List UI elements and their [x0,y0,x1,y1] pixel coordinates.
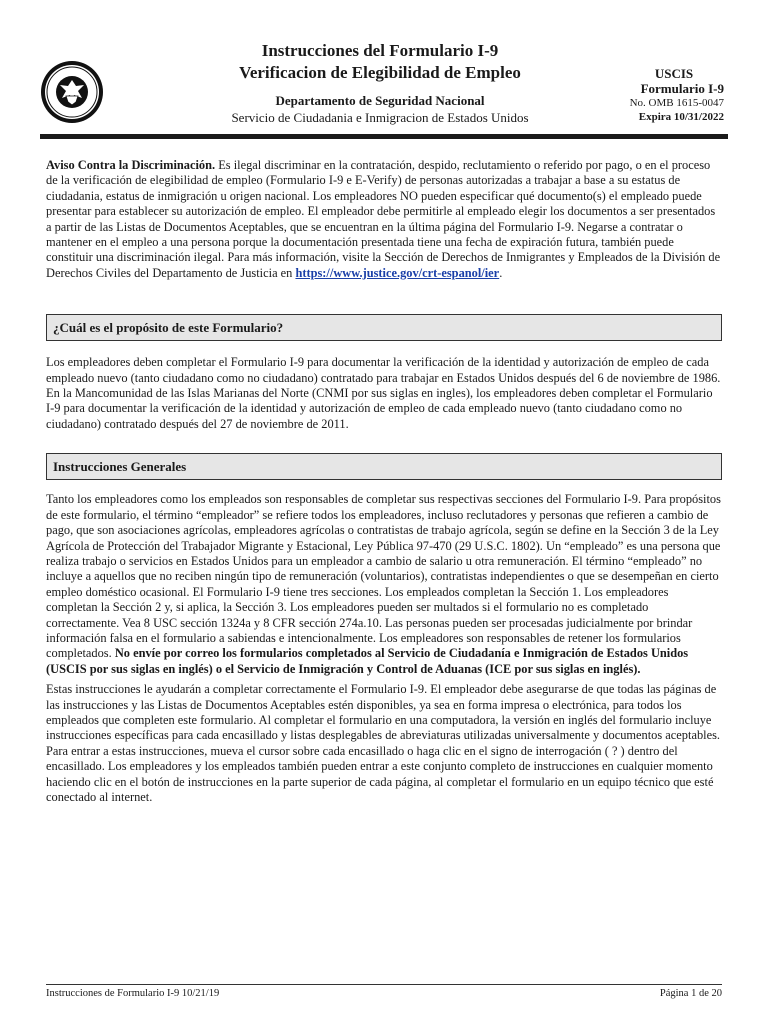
section-heading-general: Instrucciones Generales [46,453,722,480]
service-name: Servicio de Ciudadania e Inmigracion de Estados Unidos [231,110,529,125]
document-body [46,158,722,805]
footer-form-info: Instrucciones de Formulario I-9 10/21/19 [46,988,220,999]
general-paragraph-1 [46,492,722,677]
notice-body: Es ilegal discriminar en la contratación, despido, reclutamiento o referido por pago, o en el proceso de la verificación de elegibilidad de empleo (Formulario I-9 e E-Verify) de personas autorizadas a trabajar a base a su estatus de ciudadania, estatus de inmigración u origen nacional. Los empleadores NO pueden especificar qué documento(s) el empleado puede presentar para establecer su autorización de empleo. El empleador debe permitirle al empleado elegir los documentos a ser presentados a partir de las Listas de Documentos Aceptables, que se encuentran en la última página del Formulario I-9. Negarse a contratar o mantener en el empleo a una persona porque la documentación presentada tiene una fecha de expiración futura, también puede constituir una discriminación ilegal. Para más información, visite la Sección de Derechos de Inmigrantes y Empleados de la División de Derechos Civiles del Departamento de Justicia en [46,158,721,280]
document-subtitle: Verificacion de Elegibilidad de Empleo [239,63,521,82]
justice-link[interactable]: https://www.justice.gov/crt-espanol/ier [295,265,500,280]
document-title: Instrucciones del Formulario I-9 [261,41,499,60]
header-divider [40,134,728,139]
general-paragraph-1-text: Tanto los empleadores como los empleados son responsables de completar sus respectivas secciones del Formulario I-9. Para propósitos de este formulario, el término “empleador” se refiere todos los empleadores, incluso reclutadores y personas que refieren a cambio de pago, que son asociaciones agrícolas, empleadores agrícolas o contratistas de trabajo agrícola, según se define en la Sección 3 de la Ley Agrícola de Protección del Trabajador Migrante y Estacional, Ley Pública 97-470 (29 U.S.C. 1802). Un “empleado” es una persona que realiza trabajo o servicios en Estados Unidos para un empleador a cambio de salario u otra remuneración. El término “empleado” no incluye a aquellos que no reciben ningún tipo de remuneración (voluntarios), contratistas independientes o que se desempeñan en cierto empleo doméstico ocasional. El Formulario I-9 tiene tres secciones. Los empleados completan la Sección 1. Los empleadores completan la Sección 2 y, si aplica, la Sección 3. Los empleadores pueden ser multados si el formulario no es completado correctamente. Vea 8 USC sección 1324a y 8 CFR sección 274a.10. Las personas pueden ser procesadas judicialmente por brindar información falsa en el formulario a sabiendas e intencionalmente. Los empleadores son responsables de retener los formularios completados. [46,492,721,661]
page-number: Página 1 de 20 [659,988,722,999]
dhs-seal-icon [40,60,104,124]
page-footer [46,984,722,999]
agency-label: USCIS [654,66,694,81]
document-title-block [180,40,580,126]
omb-number: No. OMB 1615-0047 [629,97,724,109]
form-identifier [584,66,724,124]
anti-discrimination-notice [46,158,722,281]
general-paragraph-2: Estas instrucciones le ayudarán a completar correctamente el Formulario I-9. El empleador debe asegurarse de que todas las páginas de las instrucciones y las Listas de Documentos Aceptables estén disponibles, ya sea en forma impresa o electrónica, para todos los empleados que completen este formulario. Al completar el formulario en una computadora, la versión en inglés del formulario incluye instrucciones específicas para cada encasillado y listas desplegables de abreviaturas utilizadas universalmente y documentos aceptables. Para entrar a estas instrucciones, mueva el cursor sobre cada encasillado o haga clic en el signo de interrogación ( ? ) dentro del encasillado. Los empleadores y los empleados también pueden entrar a este conjunto completo de instrucciones en cualquier momento haciendo clic en el botón de instrucciones en la parte superior de cada página, al completar el formulario en un equipo técnico que esté conectado al internet. [46,682,720,804]
general-paragraph-1-bold: No envíe por correo los formularios completados al Servicio de Ciudadanía e Inmigración de Estados Unidos (USCIS por sus siglas en inglés) o el Servicio de Inmigración y Control de Aduanas (ICE por sus siglas en inglés). [46,646,689,676]
notice-heading: Aviso Contra la Discriminación. [46,158,216,172]
department-name: Departamento de Seguridad Nacional [275,93,485,108]
purpose-body: Los empleadores deben completar el Formulario I-9 para documentar la verificación de la identidad y autorización de empleo de cada empleado nuevo (tanto ciudadano como no ciudadano) contratado para trabajar en Estados Unidos después del 6 de noviembre de 1986. En la Mancomunidad de las Islas Marianas del Norte (CNMI por sus siglas en ingles), los empleadores deben completar el Formulario I-9 para documentar la verificación de la identidad y autorización de empleo de cada empleado nuevo (tanto ciudadano como no ciudadano) contratado después del 27 de noviembre de 2011. [46,355,721,431]
form-name: Formulario I-9 [640,81,724,96]
section-heading-purpose: ¿Cuál es el propósito de este Formulario? [46,314,722,341]
notice-end: . [499,265,503,280]
expiration-date: Expira 10/31/2022 [638,111,724,123]
